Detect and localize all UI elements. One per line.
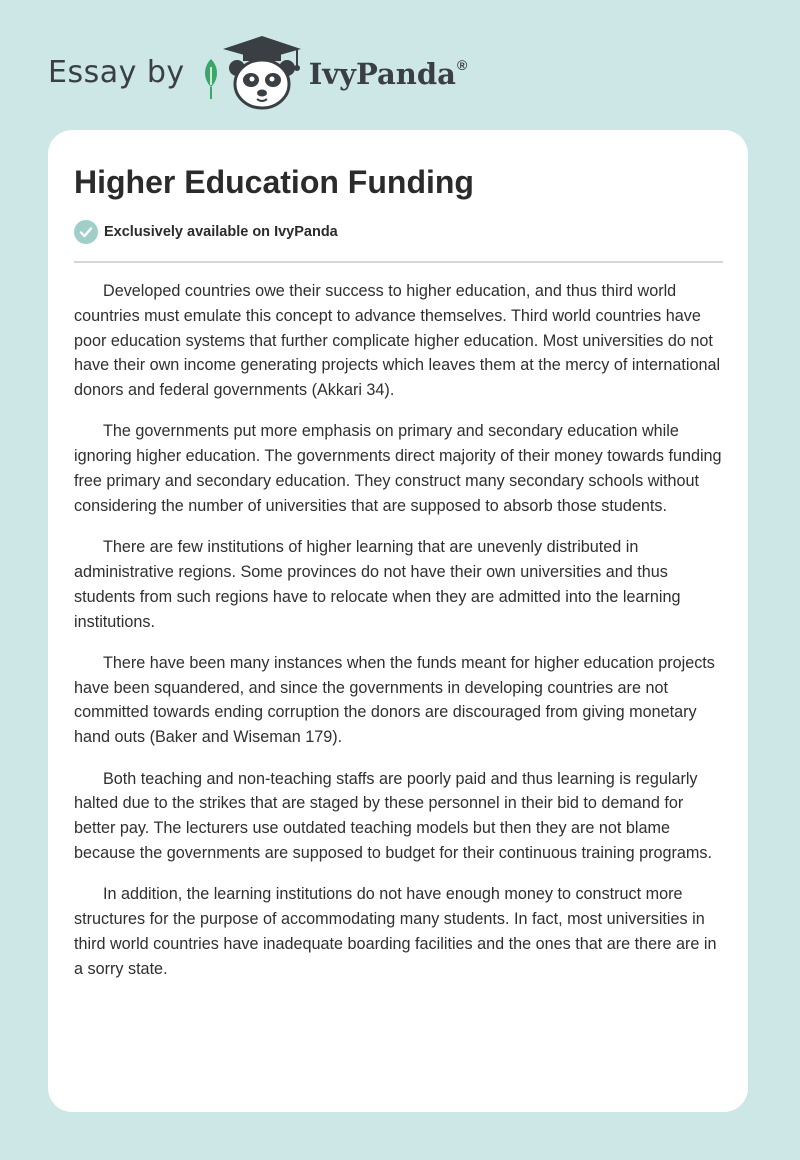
- paragraph: The governments put more emphasis on primary and secondary education while ignoring higher education. The governments direct majority of their money towards funding free primary and secondary education. They construct many secondary schools without considering the number of universities that are supposed to absorb those students.: [74, 422, 722, 515]
- check-badge-icon: [74, 220, 98, 244]
- paragraph: Both teaching and non-teaching staffs are poorly paid and thus learning is regularly halted due to the strikes that are staged by these personnel in their bid to demand for better pay. The lecturers use outdated teaching models but then they are not blame because the governments are supposed to budget for their continuous training programs.: [74, 769, 712, 862]
- paragraph: Developed countries owe their success to higher education, and thus third world countries must emulate this concept to advance themselves. Third world countries have poor education systems that further complicate higher education. Most universities do not have their own income generating projects which leaves them at the mercy of international donors and federal governments (Akkari 34).: [74, 282, 721, 400]
- divider: [74, 261, 723, 263]
- exclusive-badge: [74, 220, 338, 244]
- brand-name: IvyPanda®: [308, 57, 468, 91]
- site-brand[interactable]: [48, 34, 467, 110]
- paragraph: There are few institutions of higher learning that are unevenly distributed in administrative regions. Some provinces do not have their own universities and thus students from such regions have to relocate when they are admitted into the learning institutions.: [74, 538, 681, 631]
- essay-card: [48, 130, 748, 1112]
- essay-body: [74, 279, 726, 998]
- paragraph: In addition, the learning institutions do not have enough money to construct more structures for the purpose of accommodating many students. In fact, most universities in third world countries have inadequate boarding facilities and the ones that are there are in a sorry state.: [74, 885, 717, 978]
- brand-prefix: Essay by: [48, 54, 185, 90]
- paragraph: There have been many instances when the funds meant for higher education projects have been squandered, and since the governments in developing countries are not committed towards ending corruption the donors are discouraged from giving monetary hand outs (Baker and Wiseman 179).: [74, 653, 715, 747]
- trademark-symbol: ®: [456, 57, 468, 73]
- page-title: Higher Education Funding: [74, 164, 474, 200]
- panda-graduate-icon: [219, 34, 305, 110]
- exclusive-label: Exclusively available on IvyPanda: [104, 224, 338, 240]
